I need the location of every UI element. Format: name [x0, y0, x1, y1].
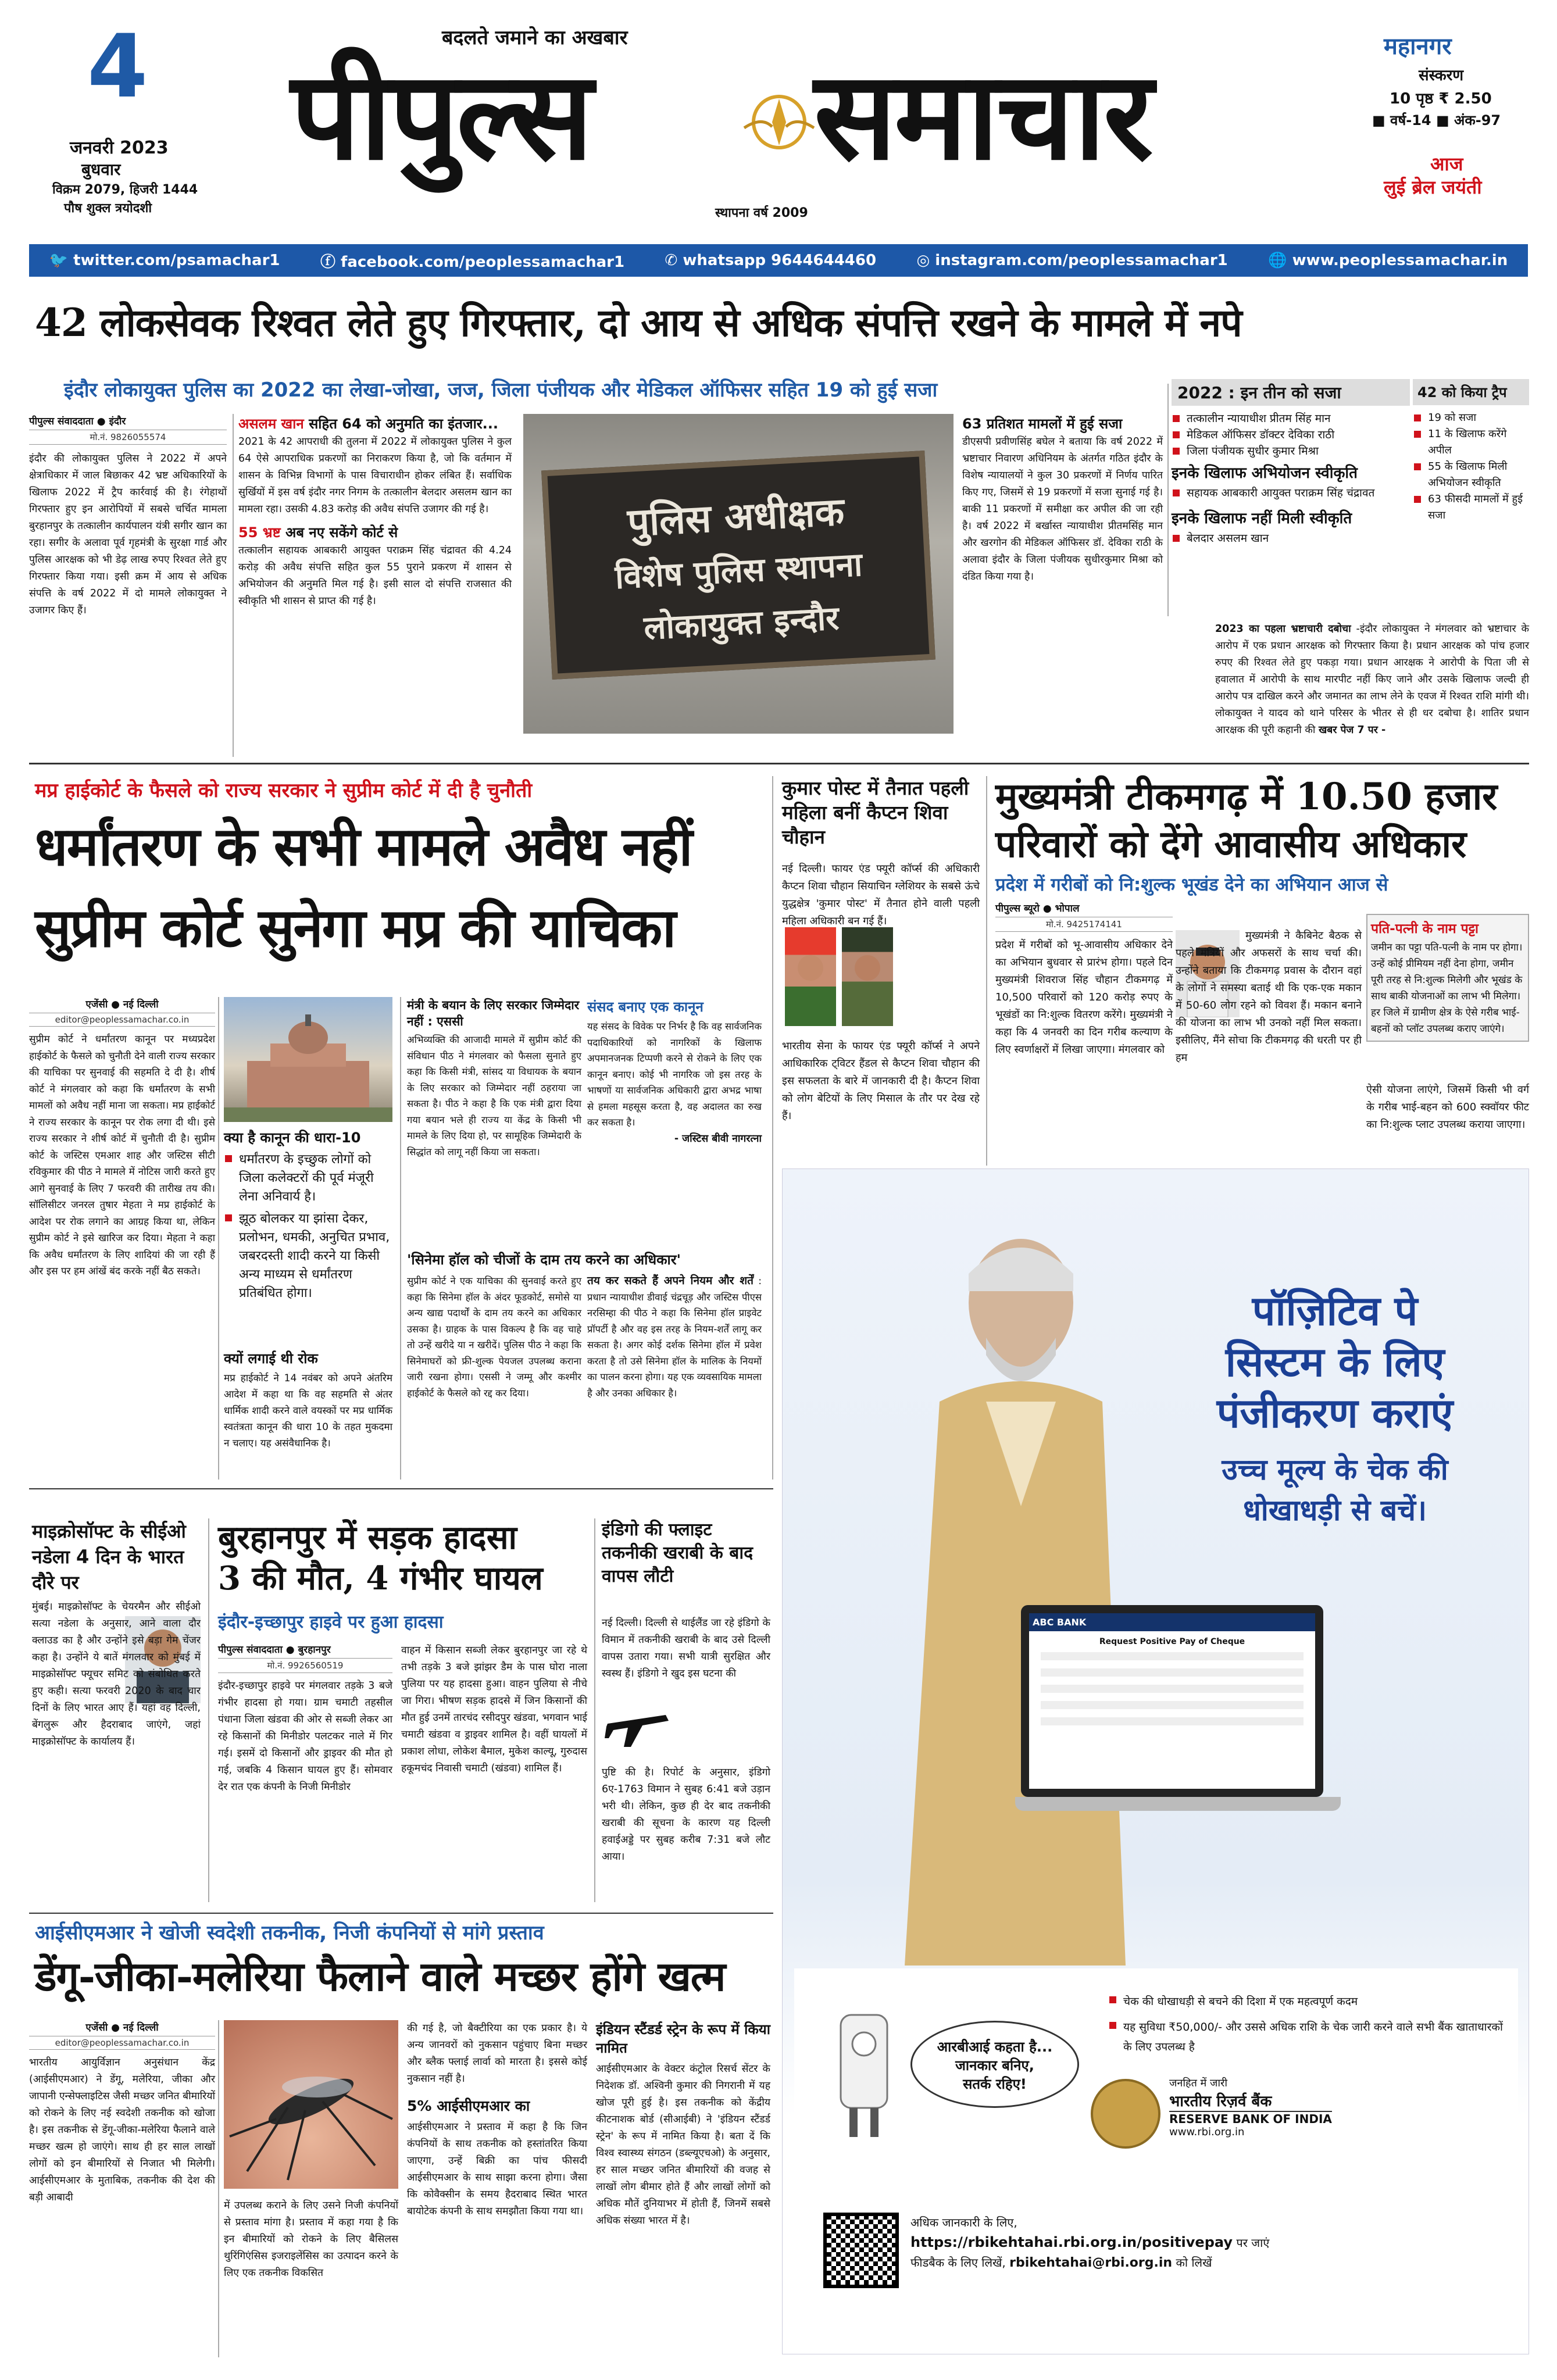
masthead [0, 0, 1557, 244]
date-month: जनवरी 2023 [70, 138, 169, 158]
housing-headline-2: परिवारों को देंगे आवासीय अधिकार [995, 823, 1467, 866]
conversion-email: editor@peoplessamachar.co.in [29, 1013, 215, 1027]
lead-col2-text: 2021 के 42 आपराधी की तुलना में 2022 में लोकायुक्त पुलिस ने कुल 64 ऐसे आपराधिक प्रकरणों का निराकरण किया है, जो कि वर्तमान में शासन के विभिन्न विभागों के पास विचाराधीन होकर लंबित हैं। सर्वाधिक सुर्खियों में इस वर्ष इंदौर नगर निगम के तत्कालीन बेलदार असलम खान का मामला रहा। उसकी 4.83 करोड़ की अवैध संपत्ति उजागर की गई है। [238, 436, 512, 515]
minister-text: अभिव्यक्ति की आजादी मामले में सुप्रीम कोर्ट की संविधान पीठ ने मंगलवार को फैसला सुनाते हुए कहा कि किसी मंत्री, सांसद या विधायक के बयान के लिए सरकार को जिम्मेदार नहीं ठहराया जा सकता है। पीठ ने कहा है कि एक मंत्री द्वारा दिया गया बयान भले ही राज्य या केंद्र के किसी भी मामले के लिए दिया हो, पर सामूहिक जिम्मेदारी के सिद्धांत को लागू नहीं किया जा सकता। [407, 1034, 581, 1157]
dengue-col-2 [407, 2020, 587, 2220]
dengue-col3-text: आईसीएमआर के वेक्टर कंट्रोल रिसर्च सेंटर के निदेशक डॉ. अश्विनी कुमार की निगरानी में यह खोज पूरी हुई है। इस तकनीक को केंद्रीय कीटनाशक बोर्ड (सीआईबी) ने 'इंडियन स्टैंडर्ड स्ट्रेन' के रूप में नामित किया है। बता दें कि विश्व स्वास्थ्य संगठन (डब्ल्यूएचओ) के अनुसार, हर साल मच्छर जनित बीमारियों की वजह से लाखों लोग बीमार होते हैं और लाखों लोगों को अधिक मौतें दुनियाभर में होती हैं, जिनमें सबसे अधिक संख्या भारत में है। [596, 2063, 770, 2227]
pilot-text-1: नई दिल्ली। फायर एंड फ्यूरी कॉर्प्स की अधिकारी कैप्टन शिवा चौहान सियाचिन ग्लेशियर के सबसे ऊंचे युद्धक्षेत्र 'कुमार पोस्ट' में तैनात होने वाली पहली महिला अधिकारी बन गई हैं। [782, 863, 980, 927]
burhanpur-col2-text: वाहन में किसान सब्जी लेकर बुरहानपुर जा रहे थे तभी तड़के 3 बजे झांझर डैम के पास घोरा नाला पुलिया पर यह हादसा हुआ। वाहन पुलिया से नीचे जा गिरा। भीषण सड़क हादसे में जिन किसानों की मौत हुई उनमें तारचंद रसीदपुर खंडवा, भगवान भाई चमाटी खंडवा व ड्राइवर शामिल है। वहीं घायलों में प्रकाश लोधा, लोकेश बैमाल, मुकेश काल्यू, गुरुदास हकूमचंद निवासी चमाटी (खंडवा) शामिल हैं। [401, 1645, 587, 1774]
supreme-court-photo [224, 997, 392, 1122]
indigo-col-1 [602, 1615, 770, 1682]
indigo-text-1: नई दिल्ली। दिल्ली से थाईलैंड जा रहे इंडिगो के विमान में तकनीकी खराबी के बाद उसे दिल्ली वापस उतारा गया। सभी यात्री सुरक्षित और स्वस्थ हैं। इंडिगो ने खुद इस घटना की [602, 1617, 770, 1679]
lead-col-2 [238, 414, 512, 610]
housing-headline-1: मुख्यमंत्री टीकमगढ़ में 10.50 हजार [995, 775, 1498, 819]
dengue-col-3 [596, 2020, 770, 2229]
dengue-col1-text: भारतीय आयुर्विज्ञान अनुसंधान केंद्र (आईसीएमआर) ने डेंगू, मलेरिया, जीका और जापानी एन्सेफ्लाइटिस जैसी मच्छर जनित बीमारियों को रोकने के लिए नई स्वदेशी तकनीक को खोजा है। इस तकनीक से डेंगू-जीका-मलेरिया फैलाने वाले मच्छर खत्म हो जाएंगे। साथ ही हर साल लाखों लोगों को इन बीमारियों से निजात भी मिलेगी। आईसीएमआर के मुताबिक, तकनीक की देश की बड़ी आबादी [29, 2057, 215, 2203]
ad-line-1: पॉज़िटिव पे [1252, 1287, 1418, 1335]
minister-head: मंत्री के बयान के लिए सरकार जिम्मेदार नहीं : एससी [407, 998, 580, 1028]
conversion-col1-text: सुप्रीम कोर्ट ने धर्मांतरण कानून पर मध्यप्रदेश हाईकोर्ट के फैसले को चुनौती देने वाली राज्य सरकार की याचिका पर सुनवाई की सहमति दे दी है। शीर्ष कोर्ट ने मंगलवार को कहा कि धर्मांतरण के सभी मामलों को अवैध नहीं माना जा सकता। मप्र हाईकोर्ट ने राज्य सरकार के कानून पर रोक लगा दी थी। इसे राज्य सरकार ने शीर्ष कोर्ट में चुनौती दी है। सुप्रीम कोर्ट के जस्टिस एमआर शाह और जस्टिस सीटी रविकुमार की पीठ ने मामले में नोटिस जारी करते हुए आगे सुनवाई के लिए 7 फरवरी की तारीख तय की। सॉलिसीटर जनरल तुषार मेहता ने मप्र हाईकोर्ट के आदेश पर रोक लगाने का आग्रह किया था, लेकिन सुप्रीम कोर्ट ने इसे खारिज कर दिया। मेहता ने कहा कि अवैध धर्मांतरण के लिए शादियां की जा रही हैं और इस पर हम आंखें बंद करके नहीं बैठ सकते। [29, 1034, 215, 1277]
housing-byline: पीपुल्स ब्यूरो ● भोपाल [995, 903, 1080, 914]
dengue-col2-text: आईसीएमआर ने प्रस्ताव में कहा है कि जिन कंपनियों के साथ तकनीक को हस्तांतरित किया जाएगा, उन्हें बिक्री का पांच फीसदी आईसीएमआर के साथ साझा करना होगा। जैसा कि कोवैक्सीन के समय हैदराबाद स्थित भारत बायोटेक कंपनी के साथ समझौता किया गया था। [407, 2121, 587, 2217]
box-list-2 [1172, 485, 1410, 501]
ad-bullet: चेक की धोखाधड़ी से बचने की दिशा में एक महत्वपूर्ण कदम [1108, 1992, 1509, 2011]
rbi-top: जनहित में जारी [1169, 2077, 1228, 2089]
founded-year: स्थापना वर्ष 2009 [715, 206, 808, 220]
twitter-link[interactable]: 🐦 twitter.com/psamachar1 [49, 252, 280, 269]
ms-text: मुंबई। माइक्रोसॉफ्ट के चेयरमैन और सीईओ सत्या नडेला के अनुसार, आने वाला दौर क्लाउड का है और उन्होंने इसे बड़ा गेम चेंजर कहा है। उन्होंने ये बातें मंगलवार को मुंबई में माइक्रोसॉफ्ट फ्यूचर समिट को संबोधित करते हुए कही। सत्या फरवरी 2020 के बाद चार दिनों के लिए भारत आए हैं। यहां वह दिल्ली, बेंगलुरू और हैदराबाद जाएंगे, जहां माइक्रोसॉफ्ट के कार्यालय हैं। [32, 1601, 201, 1748]
pilot-text-2: भारतीय सेना के फायर एंड फ्यूरी कॉर्प्स ने अपने आधिकारिक ट्विटर हैंडल से कैप्टन शिवा चौहान की इस सफलता के बारे में जानकारी दी है। कैप्टन शिवा को लोग बेटियों के लिए मिसाल के तौर पर देख रहे हैं। [782, 1040, 980, 1122]
paper-logo-emblem [738, 81, 820, 163]
cinema-head: 'सिनेमा हॉल को चीजों के दाम तय करने का अधिकार' [407, 1252, 681, 1268]
pilot-head: कुमार पोस्ट में तैनात पहली महिला बनीं कैप्टन शिवा चौहान [782, 777, 969, 848]
box-item: जिला पंजीयक सुधीर कुमार मिश्रा [1172, 443, 1410, 459]
dengue-col3-head: इंडियन स्टैंडर्ड स्ट्रेन के रूप में किया नामित [596, 2021, 770, 2056]
trap-item: 19 को सजा [1413, 410, 1529, 426]
housing-col1-text: प्रदेश में गरीबों को भू-आवासीय अधिकार देने का अभियान बुधवार से प्रारंभ होगा। पहले दिन मुख्यमंत्री शिवराज सिंह चौहान टीकमगढ़ में 10,500 परिवारों को 120 करोड़ रुपए के भूखंडों का नि:शुल्क वितरण करेंगे। मुख्यमंत्री ने कहा कि 4 जनवरी का दिन गरीब कल्याण के लिए स्वर्णाक्षरों में लिखा जाएगा। मंगलवार को [995, 939, 1173, 1056]
trap-title: 42 को किया ट्रैप [1413, 379, 1529, 405]
conversion-headline-1: धर्मांतरण के सभी मामले अवैध नहीं [35, 815, 692, 878]
dengue-headline: डेंगू-जीका-मलेरिया फैलाने वाले मच्छर होंगे खत्म [35, 1952, 726, 2000]
rule-head: तय कर सकते हैं अपने नियम और शर्तें [587, 1274, 753, 1287]
patta-text: जमीन का पट्टा पति-पत्नी के नाम पर होगा। उन्हें कोई प्रीमियम नहीं देना होगा, जमीन पूरी तरह से नि:शुल्क मिलेगी और भूखंड के साथ बाकी योजनाओं का लाभ भी मिलेगा। हर जिले में ग्रामीण क्षेत्र के ऐसे गरीब भाई-बहनों को प्लॉट उपलब्ध कराए जाएंगे। [1371, 942, 1523, 1035]
law-box [224, 1128, 392, 1303]
lead-headline: 42 लोकसेवक रिश्वत लेते हुए गिरफ्तार, दो आय से अधिक संपत्ति रखने के मामले में नपे [35, 300, 1242, 345]
whatsapp-icon: ✆ [665, 252, 683, 269]
sign-line-3: लोकायुक्त इन्दौर [642, 599, 840, 648]
info-end: को लिखें [1176, 2256, 1212, 2270]
date-weekday: बुधवार [81, 160, 121, 179]
trap-box [1413, 379, 1529, 524]
speech-bubble [910, 2021, 1079, 2108]
facebook-link[interactable]: ⓕ facebook.com/peoplessamachar1 [320, 253, 625, 271]
globe-icon: 🌐 [1268, 252, 1292, 269]
instagram-icon: ◎ [916, 252, 935, 269]
lead-mobile: मो.नं. 9826055574 [29, 430, 227, 445]
box-sub-2: इनके खिलाफ नहीं मिली स्वीकृति [1172, 510, 1352, 527]
law-head: क्या है कानून की धारा-10 [224, 1130, 361, 1146]
indigo-col-2 [602, 1764, 770, 1866]
pilot-col-b [782, 1038, 980, 1125]
website-link[interactable]: 🌐 www.peoplessamachar.in [1268, 252, 1508, 269]
edition-name: महानगर [1384, 33, 1452, 60]
cinema-col-2 [587, 1273, 762, 1401]
rbi-seal [1091, 2079, 1160, 2149]
dengue-mid-text: में उपलब्ध कराने के लिए उसने निजी कंपनियों से प्रस्ताव मांगा है। प्रस्ताव में कहा गया है कि इन बीमारियों को रोकने के लिए बैसिलस थुरिंगिएंसिस इजराइलेंसिस का उत्पादन करने के लिए एक तकनीक विकसित [224, 2200, 398, 2279]
tagline: बदलते जमाने का अखबार [442, 26, 628, 49]
conversion-col-1 [29, 997, 215, 1280]
dengue-col2-top: की गई है, जो बैक्टीरिया का एक प्रकार है। ये अन्य जानवरों को नुकसान पहुंचाए बिना मच्छर और ब्लैक फ्लाई लार्वा को मारता है। इससे कोई नुकसान नहीं है। [407, 2022, 587, 2085]
burhanpur-byline: पीपुल्स संवाददाता ● बुरहानपुर [218, 1644, 331, 1656]
dengue-col-mid [224, 2197, 398, 2282]
lead-byline: पीपुल्स संवाददाता ● इंदौर [29, 416, 126, 427]
housing-subhead: प्रदेश में गरीबों को नि:शुल्क भूखंड देने का अभियान आज से [995, 874, 1388, 895]
info-url[interactable]: https://rbikehtahai.rbi.org.in/positivepay [910, 2234, 1233, 2250]
burhanpur-sub: इंदौर-इच्छापुर हाइवे पर हुआ हादसा [218, 1612, 444, 1632]
speech-line-3: सतर्क रहिए! [963, 2076, 1027, 2092]
rbi-en: RESERVE BANK OF INDIA [1169, 2112, 1332, 2126]
screen-title: Request Positive Pay of Cheque [1099, 1637, 1245, 1646]
ad-model [870, 1204, 1149, 1966]
info-pre: अधिक जानकारी के लिए, [910, 2215, 1017, 2229]
today-event: लुई ब्रेल जयंती [1384, 176, 1482, 198]
lead-col2-sub: 55 भ्रष्ट अब नए सकेंगे कोर्ट से [238, 524, 398, 541]
dengue-col-1 [29, 2020, 215, 2206]
pattta-box [1366, 914, 1529, 1042]
trap-item: 55 के खिलाफ मिली अभियोजन स्वीकृति [1413, 459, 1529, 491]
why-head: क्यों लगाई थी रोक [224, 1350, 318, 1367]
rbi-web[interactable]: www.rbi.org.in [1169, 2126, 1245, 2138]
minister-col [407, 997, 581, 1160]
law-item: धर्मांतरण के इच्छुक लोगों को जिला कलेक्टरों की पूर्व मंजूरी लेना अनिवार्य है। [224, 1150, 392, 1206]
indigo-head: इंडिगो की फ्लाइट तकनीकी खराबी के बाद वापस लौटी [602, 1520, 753, 1586]
box-list-3 [1172, 530, 1410, 546]
rule-text: : प्रधान न्यायाधीश डीवाई चंद्रचूड़ और जस्टिस पीएस नरसिम्हा की पीठ ने कहा कि सिनेमा हॉल प्राइवेट प्रॉपर्टी है और वह इस तरह के नियम-शर्तें लागू कर सकता है। अगर कोई दर्शक सिनेमा हॉल में प्रवेश करता है तो उसे सिनेमा हॉल के मालिक के नियमों का पालन करना होगा। यह एक व्यवसायिक मामला है और उनका अधिकार है। [587, 1275, 762, 1399]
box-item: बेलदार असलम खान [1172, 530, 1410, 546]
qr-code[interactable] [823, 2213, 899, 2288]
sign-line-1: पुलिस अधीक्षक [626, 489, 845, 545]
cinema-col-1 [407, 1273, 581, 1401]
law-list [224, 1150, 392, 1303]
trap-item: 11 के खिलाफ करेंगे अपील [1413, 426, 1529, 459]
info-mail[interactable]: rbikehtahai@rbi.org.in [1009, 2256, 1173, 2270]
ad-copy [1155, 1285, 1515, 1531]
pilot-col [782, 860, 980, 930]
why-text: मप्र हाईकोर्ट ने 14 नवंबर को अपने अंतरिम आदेश में कहा था कि वह सहमति से अंतर धार्मिक शादी करने वाले वयस्कों पर मप्र धार्मिक स्वतंत्रता कानून की धारा 10 के तहत मुकदमा न चलाए। यह असंवैधानिक है। [224, 1373, 392, 1449]
today-label: आज [1430, 153, 1463, 175]
info-mid: पर जाएं [1236, 2236, 1270, 2250]
ms-head: माइक्रोसॉफ्ट के सीईओ नडेला 4 दिन के भारत दौरे पर [32, 1520, 186, 1593]
rbi-ad[interactable] [782, 1168, 1529, 2354]
rbi-block [1169, 2076, 1332, 2138]
box-item: मेडिकल ऑफिसर डॉक्टर देविका राठी [1172, 427, 1410, 443]
burhanpur-head-2: 3 की मौत, 4 गंभीर घायल [218, 1559, 543, 1598]
conversion-headline-2: सुप्रीम कोर्ट सुनेगा मप्र की याचिका [35, 896, 676, 959]
box-item: सहायक आबकारी आयुक्त पराक्रम सिंह चंद्रावत [1172, 485, 1410, 501]
conversion-kicker: मप्र हाईकोर्ट के फैसले को राज्य सरकार ने सुप्रीम कोर्ट में दी है चुनौती [35, 779, 533, 802]
captain-photo-2 [842, 927, 893, 1026]
mosquito-photo [224, 2020, 398, 2189]
first-case-text: -इंदौर लोकायुक्त ने मंगलवार को भ्रष्टाचार के आरोप में एक प्रधान आरक्षक को गिरफ्तार किया है। प्रधान आरक्षक को पांच हजार रुपए की रिश्वत लेते हुए पकड़ा गया। प्रधान आरक्षक ने आरोपी के पिता जी से हवालात में आरोपी के साथ मारपीट नहीं किए जाने और उसके खिलाफ जल्दी ही आरोप पत्र दाखिल करने और जमानत का लाभ लेने के एवज में रिश्वत राशि मांगी थी। लोकायुक्त ने यादव को थाने परिसर के भीतर से ही धर दबोचा है। शातिर प्रधान आरक्षक की पूरी कहानी की [1215, 623, 1529, 736]
parliament-col [587, 997, 762, 1148]
date-tithi: पौष शुक्ल त्रयोदशी [64, 201, 152, 216]
volume-issue: ■ वर्ष-14 ■ अंक-97 [1372, 112, 1501, 128]
lead-col1-text: इंदौर की लोकायुक्त पुलिस ने 2022 में अपने क्षेत्राधिकार में जाल बिछाकर 42 भ्रष्ट अधिकारियों के खिलाफ 2022 में ट्रैप कार्रवाई की है। रंगेहाथों गिरफ्तार हुए इन आरोपियों में सबसे चर्चित मामला बुरहानपुर के तत्कालीन कार्यपालन यंत्री सगीर खान का रहा। सगीर के अलावा पूर्व गृहमंत्री के सुरक्षा गार्ड और पुलिस आरक्षक को भी डेढ़ लाख रुपए रिश्वत लेते हुए गिरफ्तार किया गया। इसी क्रम में आय से अधिक संपत्ति के वर्ष 2022 में दो मामले लोकायुक्त ने उजागर किए हैं। [29, 453, 227, 616]
ad-line-3: पंजीकरण कराएं [1216, 1389, 1454, 1437]
paper-title-left: पीपुल्स [291, 45, 591, 187]
social-bar [29, 244, 1528, 277]
dengue-email: editor@peoplessamachar.co.in [29, 2036, 215, 2050]
parliament-credit: - जस्टिस बीवी नागरत्ना [674, 1132, 762, 1145]
box-list-1 [1172, 410, 1410, 459]
captain-photo [785, 927, 836, 1026]
ad-line-5: धोखाधड़ी से बचें। [1243, 1493, 1427, 1527]
speech-line-1: आरबीआई कहता है... [937, 2039, 1053, 2055]
ad-laptop [1015, 1605, 1341, 1849]
housing-col3-text: ऐसी योजना लाएंगे, जिसमें किसी भी वर्ग के गरीब भाई-बहन को 600 स्क्वॉयर फीट का नि:शुल्क प्लाट उपलब्ध कराया जाएगा। [1366, 1084, 1529, 1131]
why-box [224, 1349, 392, 1452]
trap-item: 63 फीसदी मामलों में हुई सजा [1413, 491, 1529, 524]
speech-line-2: जानकार बनिए, [955, 2057, 1034, 2074]
ad-footer [794, 1968, 1518, 2340]
info-fb: फीडबैक के लिए लिखें, [910, 2256, 1006, 2270]
lead-col3-head: 63 प्रतिशत मामलों में हुई सजा [962, 416, 1123, 432]
indigo-text-2: पुष्टि की है। रिपोर्ट के अनुसार, इंडिगो 6ए-1763 विमान ने सुबह 6:41 बजे उड़ान भरी थी। लेकिन, कुछ ही देर बाद तकनीकी खराबी की सूचना के कारण यह दिल्ली हवाईअड्डे पर सुबह करीब 7:31 बजे लौट आया। [602, 1767, 770, 1863]
first-case-head: 2023 का पहला भ्रष्टाचारी दबोचा [1215, 623, 1351, 635]
cinema-box [407, 1250, 762, 1269]
housing-mobile: मो.नं. 9425174141 [995, 917, 1173, 932]
ad-line-2: सिस्टम के लिए [1225, 1338, 1445, 1386]
housing-col-2 [1176, 927, 1362, 1067]
lead-col-1 [29, 414, 227, 619]
burhanpur-col1-text: इंदौर-इच्छापुर हाइवे पर मंगलवार तड़के 3 बजे गंभीर हादसा हो गया। ग्राम चमाटी तहसील पंधाना जिला खंडवा की ओर से सब्जी लेकर आ रहे किसानों की मिनीडोर पलटकर नाले में गिर गई। इसमें दो किसानों और ड्राइवर की मौत हो गई, जबकि 4 किसान घायल हुए हैं। सोमवार देर रात एक कंपनी के निजी मिनीडोर [218, 1680, 392, 1793]
lead-col-3 [962, 414, 1163, 585]
whatsapp-link[interactable]: ✆ whatsapp 9644644460 [665, 252, 877, 269]
ad-bullet: यह सुविधा ₹50,000/- और उससे अधिक राशि के चेक जारी करने वाले सभी बैंक खाताधारकों के लिए उपलब्ध है [1108, 2017, 1509, 2057]
lokayukta-sign-photo [523, 414, 954, 734]
parliament-text: यह संसद के विवेक पर निर्भर है कि वह सार्वजनिक पदाधिकारियों को नागरिकों के खिलाफ अपमानजनक टिप्पणी करने से रोकने के लिए एक कानून बनाए। कोई भी नागरिक जो इस तरह के भाषणों या सार्वजनिक अधिकारी द्वारा अभद्र भाषा से हमला महसूस करता है, वह अदालत का रुख कर सकता है। [587, 1021, 762, 1128]
date-samvat: विक्रम 2079, हिजरी 1444 [52, 183, 198, 197]
lead-subhead: इंदौर लोकायुक्त पुलिस का 2022 का लेखा-जोखा, जज, जिला पंजीयक और मेडिकल ऑफिसर सहित 19 को हुई सजा [64, 378, 938, 402]
twitter-icon: 🐦 [49, 252, 74, 269]
ad-bullets [1108, 1992, 1509, 2057]
facebook-icon: ⓕ [320, 253, 341, 271]
date-day: 4 [87, 16, 148, 117]
housing-col-1 [995, 901, 1173, 1059]
ad-line-4: उच्च मूल्य के चेक की [1222, 1453, 1448, 1486]
law-item: झूठ बोलकर या झांसा देकर, प्रलोभन, धमकी, अनुचित प्रभाव, जबरदस्ती शादी करने या किसी अन्य माध्यम से धर्मांतरण प्रतिबंधित होगा। [224, 1210, 392, 1303]
first-case-brief [1215, 621, 1529, 739]
dengue-col2-head: 5% आईसीएमआर का [407, 2097, 530, 2114]
dengue-kicker: आईसीएमआर ने खोजी स्वदेशी तकनीक, निजी कंपनियों से मांगे प्रस्ताव [35, 1921, 544, 1945]
plane-icon [602, 1692, 672, 1750]
paper-title-right: समाचार [814, 45, 1151, 187]
edition-label: संस्करण [1419, 67, 1464, 84]
box-sub-1: इनके खिलाफ अभियोजन स्वीकृति [1172, 464, 1358, 482]
burhanpur-mobile: मो.नं. 9926560519 [218, 1658, 392, 1673]
conversion-byline: एजेंसी ● नई दिल्ली [85, 999, 159, 1010]
screen-bank: ABC BANK [1029, 1613, 1315, 1631]
ms-col [32, 1599, 201, 1750]
housing-col-3 [1366, 1081, 1529, 1134]
dengue-byline: एजेंसी ● नई दिल्ली [85, 2022, 159, 2034]
parliament-head: संसद बनाए एक कानून [587, 999, 703, 1015]
box-title: 2022 : इन तीन को सजा [1172, 379, 1410, 406]
instagram-link[interactable]: ◎ instagram.com/peoplessamachar1 [916, 252, 1228, 269]
burhanpur-col-2 [401, 1642, 587, 1777]
box-item: तत्कालीन न्यायाधीश प्रीतम सिंह मान [1172, 410, 1410, 427]
newspaper-mascot [829, 2003, 899, 2143]
rbi-hi: भारतीय रिज़र्व बैंक [1169, 2093, 1272, 2110]
lead-col2-head: असलम खान सहित 64 को अनुमति का इंतजार... [238, 416, 498, 432]
cinema-text: सुप्रीम कोर्ट ने एक याचिका की सुनवाई करते हुए कहा कि सिनेमा हॉल के अंदर फूडकोर्ट, समोसे या अन्य खाद्य पदार्थों के दाम तय करने का अधिकार उसका है। ग्राहक के पास विकल्प है कि वह चाहे तो उन्हें खरीदे या न खरीदें। पुलिस पीठ ने कहा कि सिनेमाघरों को फ्री-शुल्क पेयजल उपलब्ध कराना जारी रखना होगा। एससी ने जम्मू और कश्मीर हाईकोर्ट के फैसले को रद्द कर दिया। [407, 1275, 581, 1399]
trap-list [1413, 410, 1529, 524]
burhanpur-head-1: बुरहानपुर में सड़क हादसा [218, 1518, 517, 1557]
ad-info [910, 2213, 1492, 2273]
sign-line-2: विशेष पुलिस स्थापना [614, 545, 863, 597]
lead-box-sentences [1172, 379, 1410, 546]
patta-head: पति-पत्नी के नाम पट्टा [1371, 921, 1479, 937]
lead-col2b-text: तत्कालीन सहायक आबकारी आयुक्त पराक्रम सिंह चंद्रावत की 4.24 करोड़ की अवैध संपत्ति सहित कुल 55 पुराने प्रकरण में शासन से अभियोजन की अनुमति मिल गई है। इसी साल दो संपत्ति राजसात की स्वीकृति भी शासन से प्राप्त की गई है। [238, 545, 512, 607]
lead-col3-text: डीएसपी प्रवीणसिंह बघेल ने बताया कि वर्ष 2022 में भ्रष्टाचार निवारण अधिनियम के अंतर्गत गठित इंदौर के विशेष न्यायालयों ने कुल 30 प्रकरणों में निर्णय पारित किए गए, जिसमें से 19 प्रकरणों में सजा सुनाई गई है। बाकी 11 प्रकरणों में समीक्षा कर अपील की जा रही है। वर्ष 2022 में बर्खास्त न्यायाधीश प्रीतमसिंह मान और खरगोन की मेडिकल ऑफिसर डॉ. देविका राठी के अलावा इंदौर के जिला पंजीयक सुधीरकुमार मिश्रा को दंडित किया गया है। [962, 436, 1163, 583]
pages-price: 10 पृष्ठ ₹ 2.50 [1390, 90, 1492, 108]
first-case-jump[interactable]: खबर पेज 7 पर - [1318, 724, 1386, 736]
housing-col2-text: मुख्यमंत्री ने कैबिनेट बैठक से पहले मंत्रियों और अफसरों के साथ चर्चा की। उन्होंने बताया कि टीकमगढ़ प्रवास के दौरान वहां के लोगों ने समस्या बताई थी कि एक-एक मकान में 50-60 लोग रहने को विवश हैं। मकान बनाने की योजना का लाभ भी उनको नहीं मिल सकता। इसीलिए, मैंने सोचा कि टीकमगढ़ की धरती पर ही हम [1176, 930, 1362, 1064]
burhanpur-col-1 [218, 1642, 392, 1796]
